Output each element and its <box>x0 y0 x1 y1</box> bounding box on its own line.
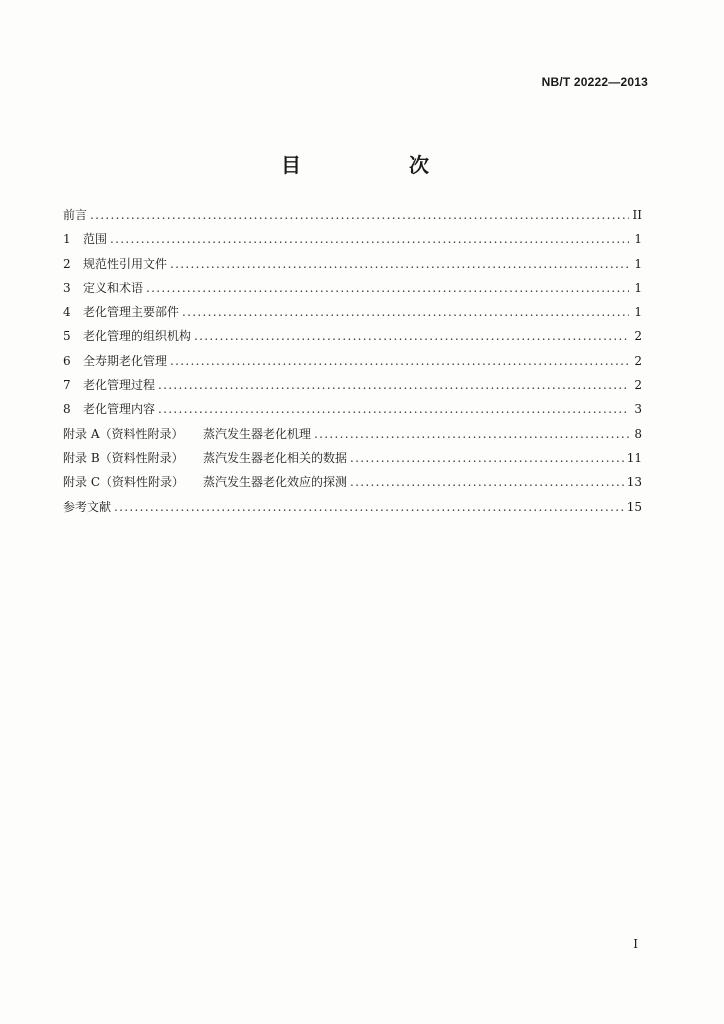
toc-entry-label: 前言 <box>63 208 88 222</box>
toc-entry[interactable] <box>63 327 642 351</box>
toc-entry-label: 老化管理内容 <box>83 402 156 417</box>
toc-entry-title <box>63 400 155 418</box>
toc-entry-number: 5 <box>63 329 71 344</box>
toc-entry-number: 8 <box>63 402 71 417</box>
toc-entry-title <box>63 230 107 248</box>
toc-entry[interactable] <box>63 400 642 424</box>
toc-entry-appendix-prefix: 附录 B（资料性附录） <box>63 450 184 465</box>
toc-entry[interactable] <box>63 279 642 303</box>
dot-leader <box>350 449 624 467</box>
toc-entry-title <box>63 206 87 224</box>
dot-leader <box>170 352 629 370</box>
dot-leader <box>146 279 629 297</box>
toc-entry-title <box>63 279 143 297</box>
dot-leader <box>194 327 629 345</box>
toc-entry-appendix-prefix: 附录 C（资料性附录） <box>63 475 184 490</box>
toc-entry-label: 老化管理过程 <box>83 378 156 393</box>
dot-leader <box>114 498 624 516</box>
toc-entry-label: 老化管理主要部件 <box>83 305 180 320</box>
toc-entry-title <box>63 473 347 491</box>
toc-entry-page: 2 <box>634 353 642 368</box>
toc-entry-number: 7 <box>63 378 71 393</box>
toc-entry-label: 蒸汽发生器老化相关的数据 <box>203 450 348 465</box>
toc-entry[interactable] <box>63 303 642 327</box>
toc-entry-page: 1 <box>634 280 642 295</box>
toc-entry-page: 2 <box>634 329 642 344</box>
toc-entry-number: 4 <box>63 305 71 320</box>
toc-entry-number: 1 <box>63 232 71 247</box>
toc-entry-title <box>63 449 347 467</box>
toc-entry[interactable] <box>63 473 642 497</box>
toc-entry-title <box>63 376 155 394</box>
toc-entry-title <box>63 303 179 321</box>
toc-entry-title <box>63 327 191 345</box>
toc-entry[interactable] <box>63 255 642 279</box>
toc-entry-page: 1 <box>634 232 642 247</box>
table-of-contents <box>63 206 642 522</box>
toc-entry[interactable] <box>63 206 642 230</box>
toc-entry[interactable] <box>63 449 642 473</box>
toc-entry-page: 11 <box>626 450 642 465</box>
toc-entry-page: 15 <box>626 499 642 514</box>
toc-entry[interactable] <box>63 230 642 254</box>
dot-leader <box>314 425 629 443</box>
toc-entry-number: 6 <box>63 353 71 368</box>
page-number: I <box>633 937 638 951</box>
toc-entry-label: 规范性引用文件 <box>83 256 168 271</box>
dot-leader <box>158 376 629 394</box>
toc-entry-title <box>63 352 167 370</box>
toc-entry[interactable] <box>63 376 642 400</box>
toc-entry-page: 1 <box>634 256 642 271</box>
toc-entry-label: 蒸汽发生器老化效应的探测 <box>203 475 348 490</box>
dot-leader <box>170 255 629 273</box>
toc-entry-page: 2 <box>634 378 642 393</box>
toc-entry-page: 8 <box>634 426 642 441</box>
toc-entry-label: 范围 <box>83 232 108 247</box>
toc-entry-appendix-prefix: 附录 A（资料性附录） <box>63 426 184 441</box>
toc-entry[interactable] <box>63 352 642 376</box>
toc-entry-title <box>63 255 167 273</box>
dot-leader <box>182 303 629 321</box>
toc-entry-number: 2 <box>63 256 71 271</box>
toc-entry[interactable] <box>63 498 642 522</box>
toc-entry-number: 3 <box>63 280 71 295</box>
toc-entry-label: 定义和术语 <box>83 280 144 295</box>
dot-leader <box>90 206 629 224</box>
toc-entry[interactable] <box>63 425 642 449</box>
standard-code: NB/T 20222—2013 <box>541 75 648 89</box>
page-title: 目 次 <box>281 153 473 177</box>
dot-leader <box>110 230 629 248</box>
toc-entry-label: 蒸汽发生器老化机理 <box>203 426 312 441</box>
toc-entry-label: 老化管理的组织机构 <box>83 329 192 344</box>
toc-entry-page: II <box>632 208 642 222</box>
toc-entry-title <box>63 498 111 516</box>
dot-leader <box>350 473 624 491</box>
toc-entry-page: 13 <box>626 475 642 490</box>
toc-entry-page: 1 <box>634 305 642 320</box>
toc-entry-label: 参考文献 <box>63 499 112 514</box>
dot-leader <box>158 400 629 418</box>
toc-entry-title <box>63 425 311 443</box>
toc-entry-page: 3 <box>634 402 642 417</box>
toc-entry-label: 全寿期老化管理 <box>83 353 168 368</box>
